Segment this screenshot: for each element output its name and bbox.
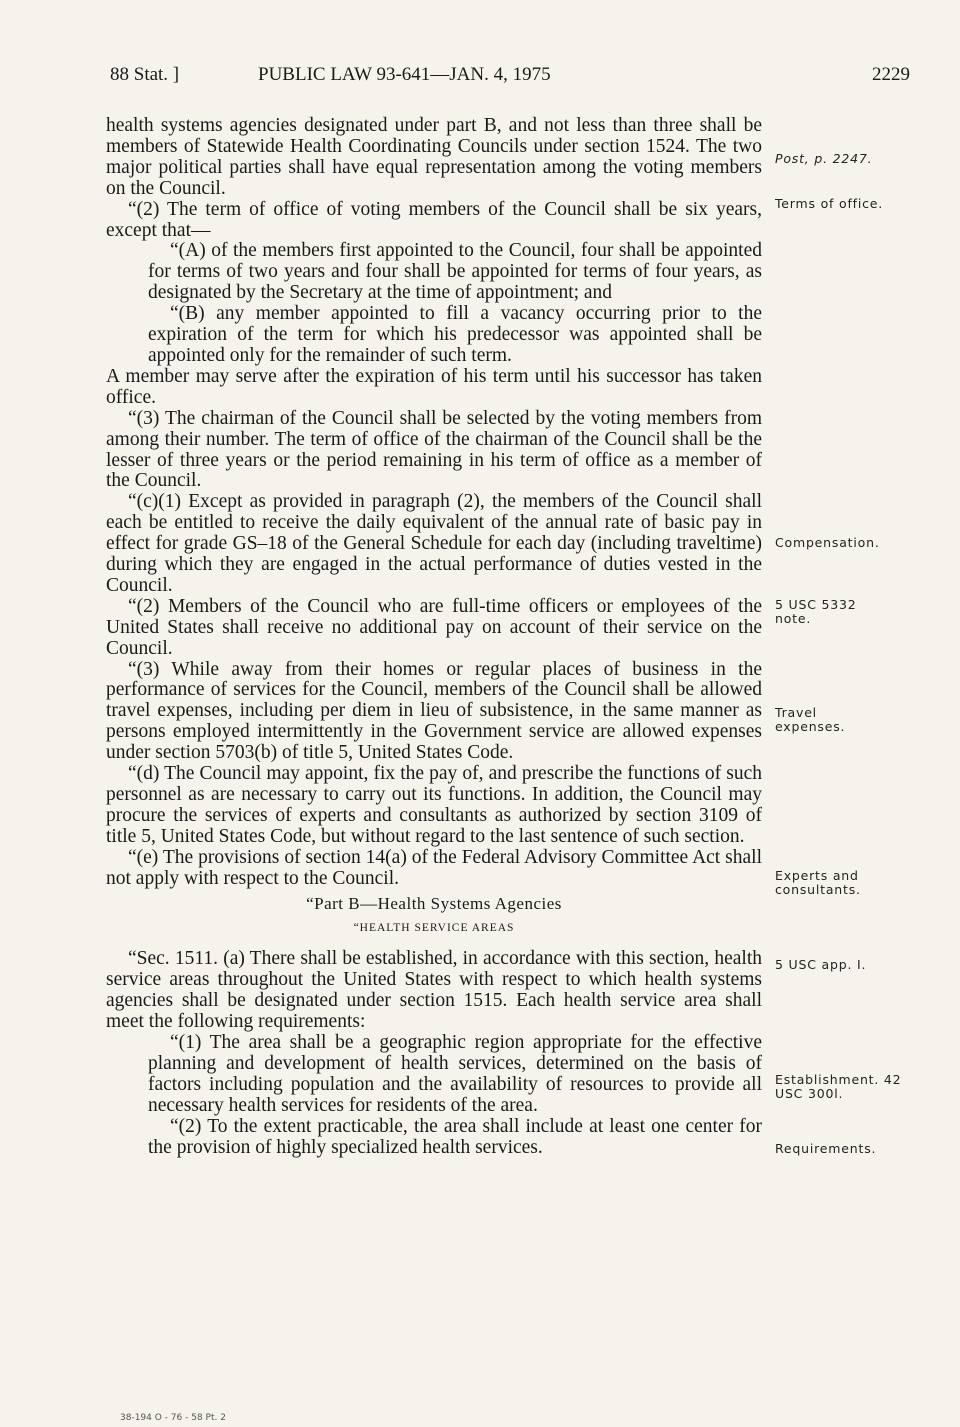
page-header (110, 64, 910, 88)
margin-note: Requirements. (775, 1141, 877, 1156)
paragraph: health systems agencies designated under part B, and not less than three shall be members of Statewide Health Coordinating Councils under section 1524. The two major political parties shall have equal representation among the voting members on the Council. (106, 115, 762, 199)
footer: 38-194 O - 76 - 58 Pt. 2 (120, 1413, 226, 1423)
part-heading: “Part B—Health Systems Agencies (306, 893, 562, 913)
paragraph: A member may serve after the expiration of his term until his successor has taken office. (106, 365, 762, 408)
paragraph: “(2) Members of the Council who are full-time officers or employees of the United States shall receive no additional pay on account of their service on the Council. (106, 595, 762, 659)
margin-note: Post, p. 2247. (775, 151, 873, 166)
header-title: PUBLIC LAW 93-641—JAN. 4, 1975 (258, 64, 551, 85)
paragraph: “Sec. 1511. (a) There shall be established, in accordance with this section, health service areas throughout the United States with respect to which health systems agencies shall be designated under section 1515. Each health service area shall meet the following requirements: (106, 948, 762, 1033)
section-heading: “HEALTH SERVICE AREAS (353, 922, 515, 935)
margin-note: 5 USC app. I. (775, 957, 867, 972)
paragraph: “(d) The Council may appoint, fix the pay of, and prescribe the functions of such personnel as are necessary to carry out its functions. In addition, the Council may procure the services of experts and consultants as authorized by section 3109 of title 5, United States Code, but without regard to the last sentence of such section. (106, 763, 762, 847)
margin-note: Experts and consultants. (775, 868, 861, 897)
paragraph: “(e) The provisions of section 14(a) of the Federal Advisory Committee Act shall not apply with respect to the Council. (106, 846, 762, 889)
paragraph: “(A) of the members first appointed to the Council, four shall be appointed for terms of two years and four shall be appointed for terms of four years, as designated by the Secretary at the time of appointment; and (148, 240, 762, 304)
margin-note: Terms of office. (775, 196, 884, 211)
paragraph: “(1) The area shall be a geographic region appropriate for the effective planning and development of health services, determined on the basis of factors including population and the availability of resources to provide all necessary health services for residents of the area. (148, 1031, 762, 1116)
paragraph: “(c)(1) Except as provided in paragraph (2), the members of the Council shall each be entitled to receive the daily equivalent of the annual rate of basic pay in effect for grade GS–18 of the General Schedule for each day (including traveltime) during which they are engaged in the actual performance of duties vested in the Council. (106, 491, 762, 596)
paragraph: “(3) While away from their homes or regular places of business in the performance of services for the Council, members of the Council shall be allowed travel expenses, including per diem in lieu of subsistence, in the same manner as persons employed intermittently in the Government service are allowed expenses under section 5703(b) of title 5, United States Code. (106, 658, 762, 764)
margin-note: 5 USC 5332 note. (775, 597, 857, 626)
paragraph: “(3) The chairman of the Council shall be selected by the voting members from among their number. The term of office of the chairman of the Council shall be the lesser of three years or the period remaining in his term of office as a member of the Council. (106, 407, 762, 492)
page-number: 2229 (872, 64, 910, 85)
paragraph: “(2) To the extent practicable, the area shall include at least one center for the provision of highly specialized health services. (148, 1115, 762, 1158)
margin-note: Establishment. 42 USC 300l. (775, 1072, 902, 1101)
paragraph: “(B) any member appointed to fill a vacancy occurring prior to the expiration of the term for which his predecessor was appointed shall be appointed only for the remainder of such term. (148, 303, 762, 366)
body-text (106, 116, 762, 1158)
margin-note: Travel expenses. (775, 705, 846, 734)
header-stat: 88 Stat. ] (110, 64, 180, 85)
paragraph: “(2) The term of office of voting members of the Council shall be six years, except that— (106, 198, 762, 241)
margin-note: Compensation. (775, 535, 880, 550)
